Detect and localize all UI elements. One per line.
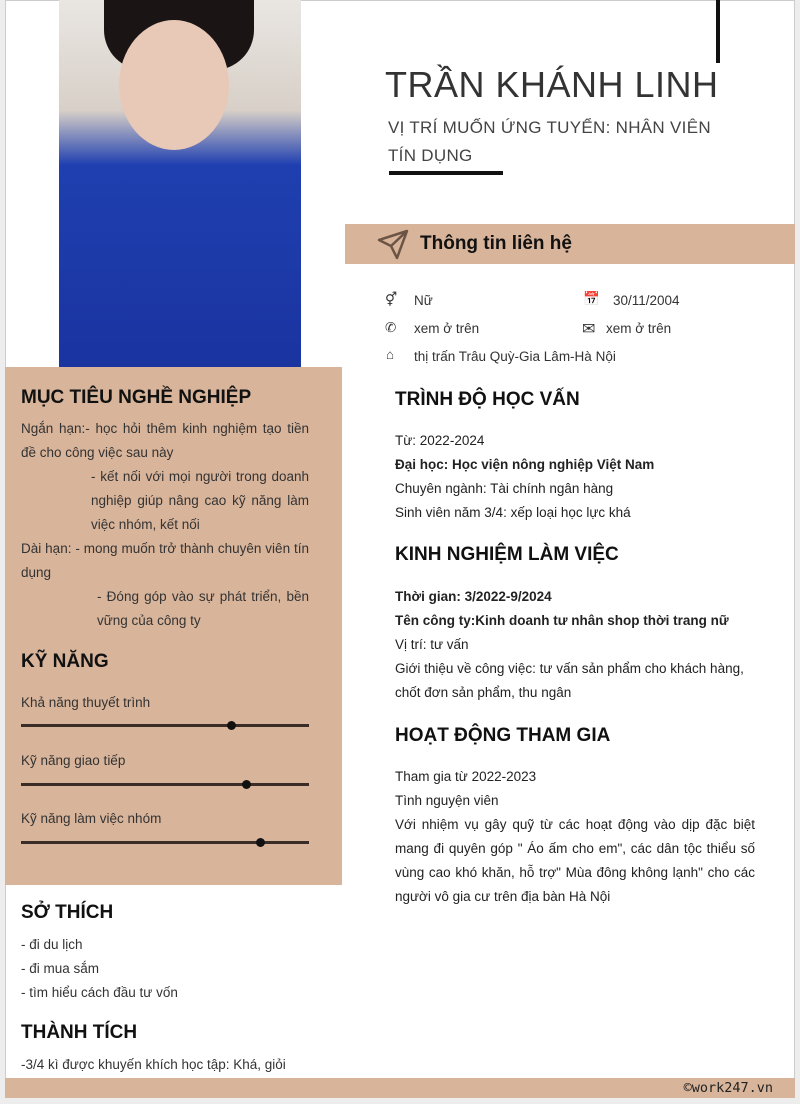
objective-line: - kết nối với mọi người trong doanh nghiệp giúp nâng cao kỹ năng làm việc nhóm, kết nối	[91, 469, 309, 532]
footer-bar	[5, 1078, 795, 1098]
experience-title: KINH NGHIỆM LÀM VIỆC	[395, 544, 619, 565]
skill-label: Kỹ năng giao tiếp	[21, 753, 126, 768]
gender-value: Nữ	[414, 293, 433, 308]
experience-company: Tên công ty:Kinh doanh tư nhân shop thời trang nữ	[395, 613, 729, 628]
phone-value: xem ở trên	[414, 321, 480, 336]
email-value: xem ở trên	[606, 321, 672, 336]
accent-bar	[716, 0, 720, 63]
skill-bar	[21, 841, 309, 844]
activities-role: Tình nguyện viên	[395, 793, 499, 808]
full-name: TRẦN KHÁNH LINH	[385, 64, 719, 105]
objective-title: MỤC TIÊU NGHỀ NGHIỆP	[21, 387, 252, 408]
contact-title: Thông tin liên hệ	[420, 233, 572, 254]
email-icon: ✉	[582, 321, 596, 338]
profile-photo	[59, 0, 301, 367]
activities-desc: Với nhiệm vụ gây quỹ từ các hoạt động vào dịp đặc biệt mang đi quyên góp " Áo ấm cho em", các dân tộc thiểu số vùng cao khó khăn, hỗ trợ" Mùa đông không lạnh" cho các người vô gia cư trên địa bàn Hà Nội	[395, 817, 755, 904]
gender-icon: ⚥	[385, 292, 398, 307]
skill-bar	[21, 783, 309, 786]
objective-line: Dài hạn: - mong muốn trở thành chuyên viên tín dụng	[21, 541, 309, 580]
objective-line: - Đóng góp vào sự phát triển, bền vững của công ty	[97, 589, 309, 628]
left-panel	[5, 367, 342, 885]
experience-time: Thời gian: 3/2022-9/2024	[395, 589, 552, 604]
activities-title: HOẠT ĐỘNG THAM GIA	[395, 725, 611, 746]
hobby-item: - tìm hiểu cách đầu tư vốn	[21, 985, 178, 1000]
calendar-icon: 📅	[583, 291, 600, 306]
dob-value: 30/11/2004	[613, 293, 680, 308]
education-school: Đại học: Học viện nông nghiệp Việt Nam	[395, 457, 655, 472]
experience-role: Vị trí: tư vấn	[395, 637, 469, 652]
underline-bar	[389, 171, 503, 175]
education-note: Sinh viên năm 3/4: xếp loại học lực khá	[395, 505, 631, 520]
skill-label: Kỹ năng làm việc nhóm	[21, 811, 162, 826]
skill-level-dot	[227, 721, 236, 730]
hobbies-title: SỞ THÍCH	[21, 902, 114, 923]
activities-time: Tham gia từ 2022-2023	[395, 769, 537, 784]
paper-plane-icon	[375, 228, 409, 260]
skill-level-dot	[256, 838, 265, 847]
hobby-item: - đi du lịch	[21, 937, 83, 952]
education-title: TRÌNH ĐỘ HỌC VẤN	[395, 389, 580, 410]
education-major: Chuyên ngành: Tài chính ngân hàng	[395, 481, 614, 496]
skill-label: Khả năng thuyết trình	[21, 695, 151, 710]
hobby-item: - đi mua sắm	[21, 961, 100, 976]
footer-credit: ©work247.vn	[683, 1080, 773, 1096]
phone-icon: ✆	[385, 320, 397, 335]
experience-desc: Giới thiệu về công việc: tư vấn sản phẩm cho khách hàng, chốt đơn sản phẩm, thu ngân	[395, 661, 744, 700]
awards-title: THÀNH TÍCH	[21, 1022, 138, 1043]
skill-bar	[21, 724, 309, 727]
award-item: -3/4 kì được khuyến khích học tập: Khá, giỏi	[21, 1057, 286, 1072]
desired-position: VỊ TRÍ MUỐN ỨNG TUYỂN: NHÂN VIÊN TÍN DỤNG	[388, 118, 711, 165]
location-pin-icon: ⌂	[386, 347, 395, 362]
contact-header	[345, 224, 795, 264]
skill-level-dot	[242, 780, 251, 789]
education-time: Từ: 2022-2024	[395, 433, 485, 448]
address-value: thị trấn Trâu Quỳ-Gia Lâm-Hà Nội	[414, 349, 616, 364]
objective-line: Ngắn hạn:- học hỏi thêm kinh nghiệm tạo tiền đề cho công việc sau này	[21, 421, 309, 460]
skills-title: KỸ NĂNG	[21, 651, 109, 672]
